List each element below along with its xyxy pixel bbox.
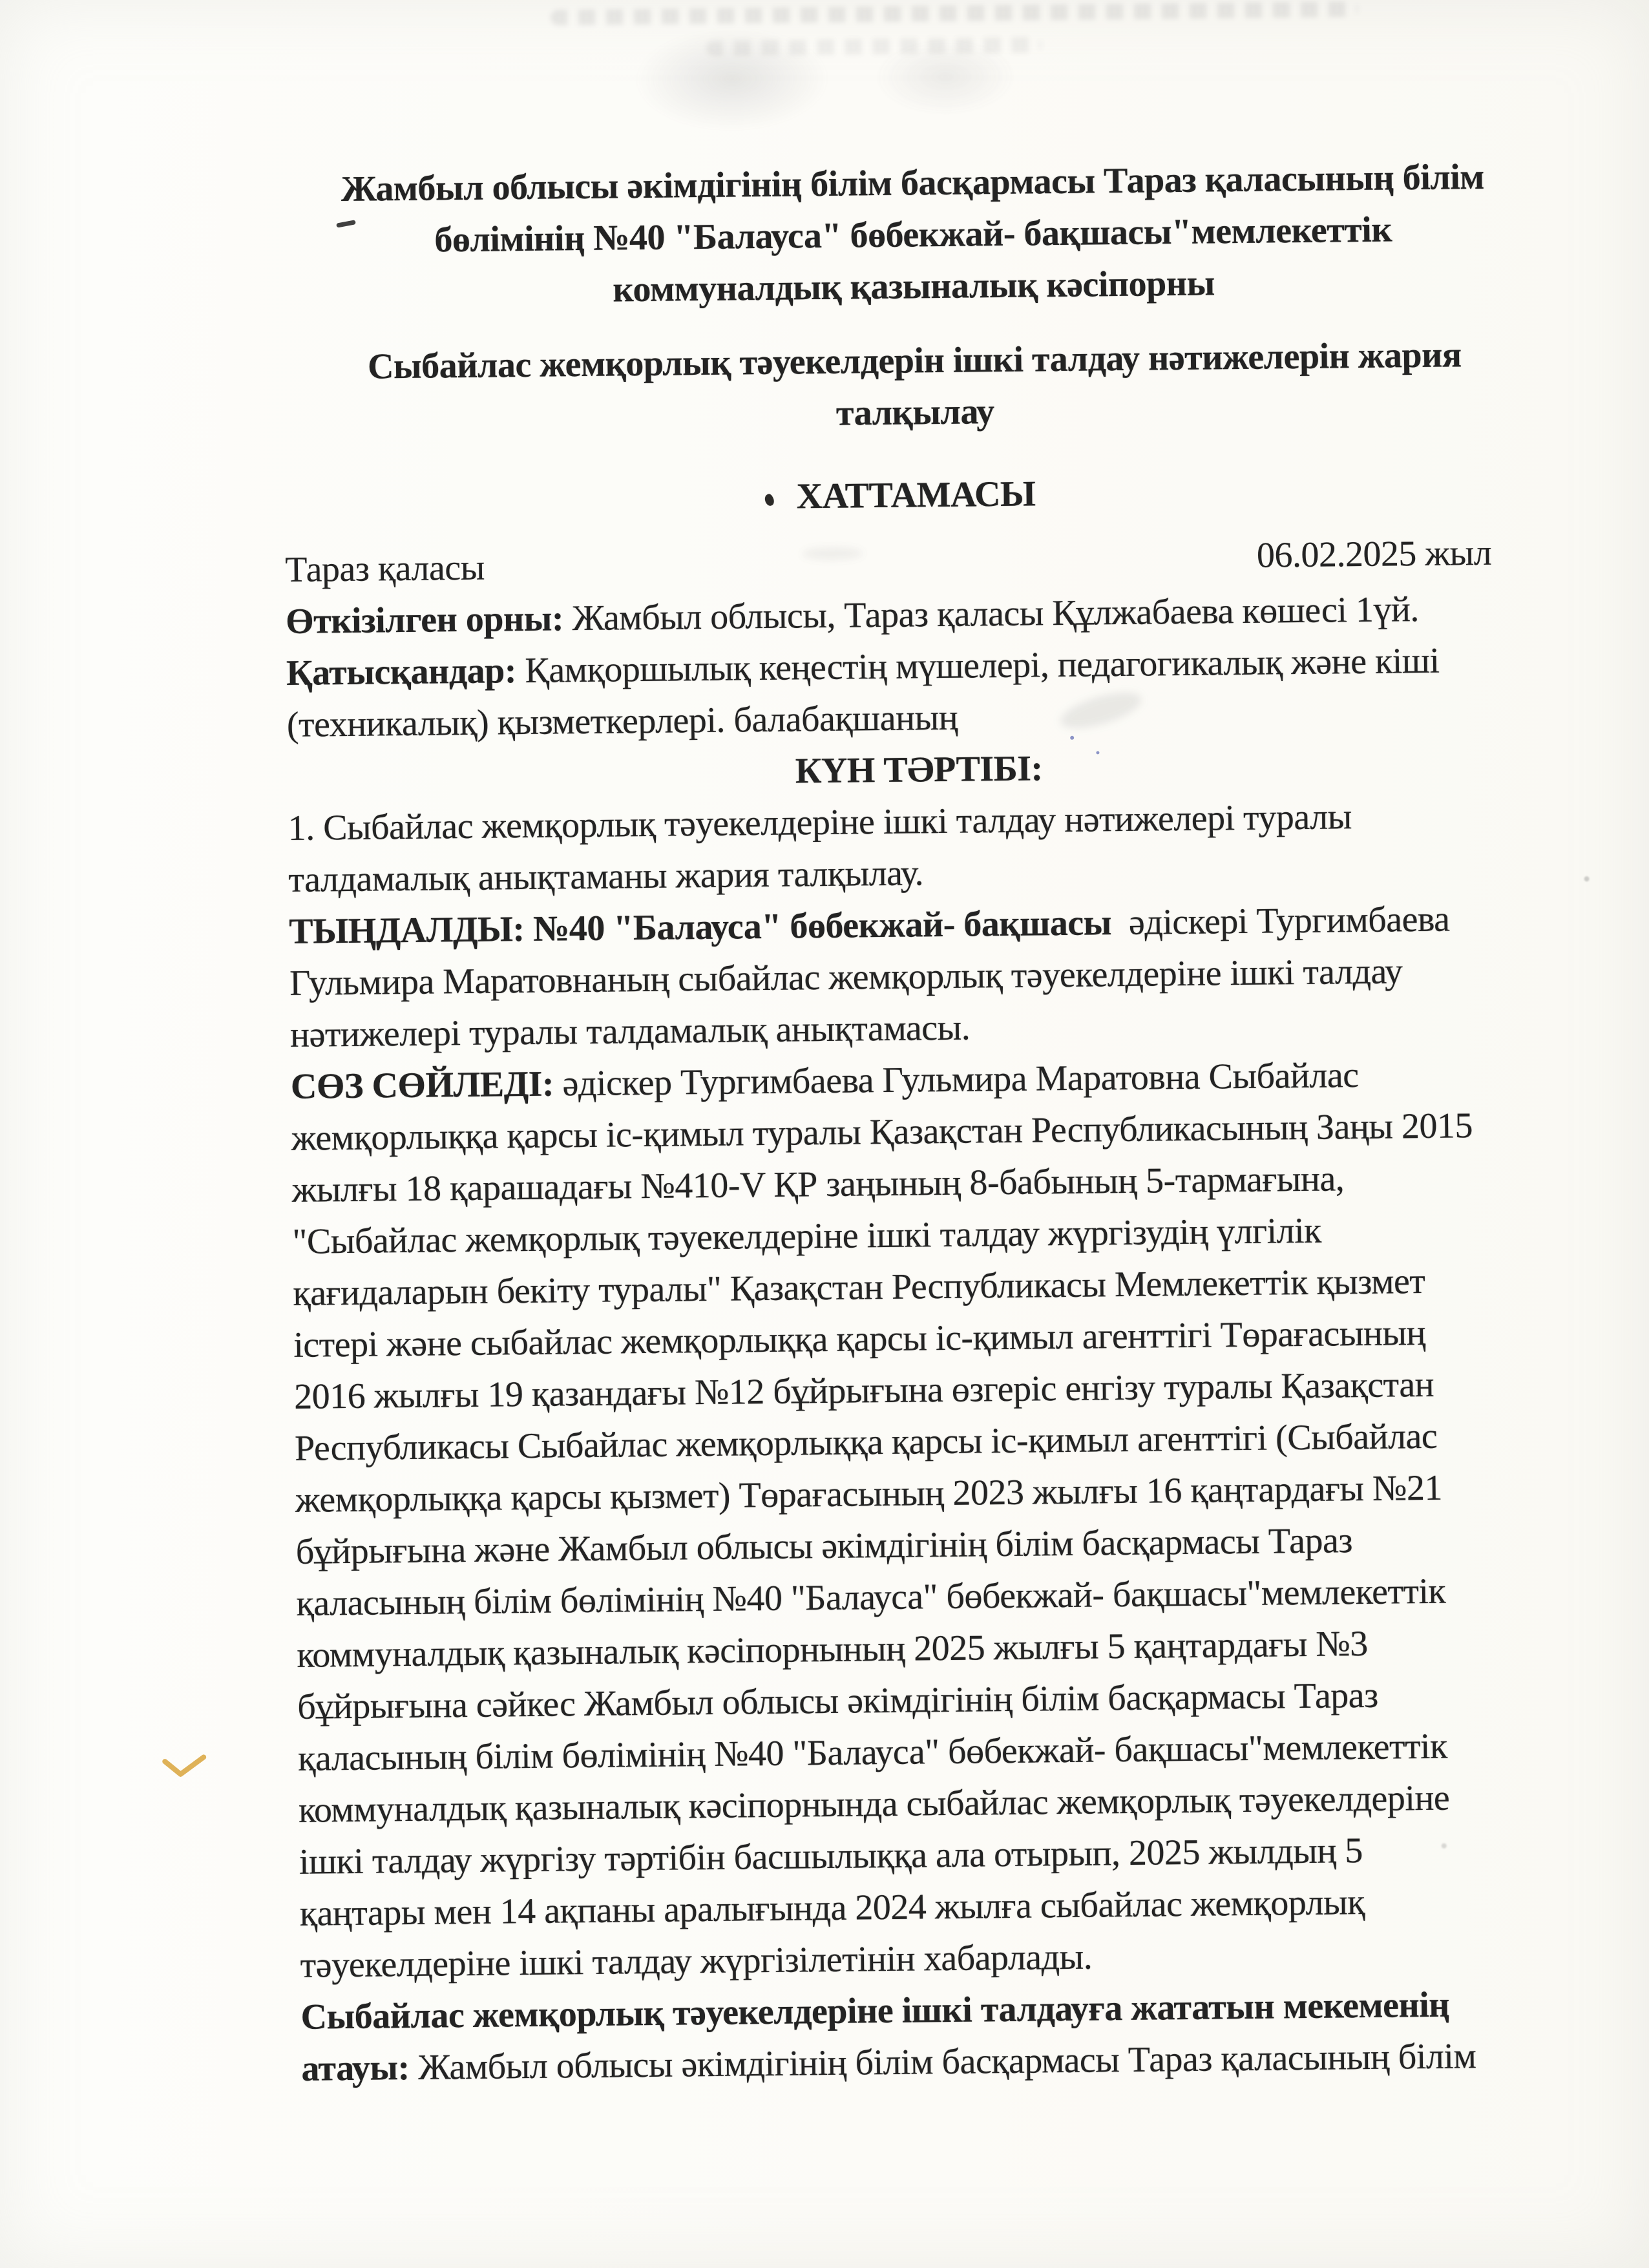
text-segment: Жамбыл облысы, Тараз қаласы Құлжабаева көшесі 1үй. (563, 589, 1420, 639)
bold-text-segment: Жамбыл облысы әкімдігінің білім басқармасы Тараз қаласының білім (341, 156, 1485, 209)
place-label: Тараз қаласы (284, 547, 485, 590)
bold-text-segment: Қатысқандар: (286, 651, 517, 693)
blue-ink-speck (1096, 751, 1099, 754)
document-title (281, 151, 1546, 319)
text-segment: Жамбыл облысы әкімдігінің білім басқармасы Тараз қаласының білім (409, 2036, 1476, 2088)
document-subtitle (282, 328, 1547, 445)
text-segment: нәтижелері туралы талдамалық анықтамасы. (289, 1007, 971, 1055)
text-segment: ішкі талдау жүргізу тәртібін басшылыққа ала отырып, 2025 жылдың 5 (299, 1831, 1363, 1882)
protocol-heading (284, 463, 1548, 528)
bold-text-segment: ТЫҢДАЛДЫ: №40 "Балауса" бөбекжай- бақшасы (289, 903, 1112, 952)
date-label: 06.02.2025 жыл (1256, 532, 1492, 576)
bold-text-segment: коммуналдық қазыналық кәсіпорны (613, 263, 1215, 310)
text-segment: коммуналдық қазыналық кәсіпорнының 2025 жылғы 5 қаңтардағы №3 (297, 1623, 1369, 1675)
text-segment: Республикасы Сыбайлас жемқорлыққа қарсы іс-қимыл агенттігі (Сыбайлас (294, 1416, 1438, 1469)
text-segment: бұйрығына және Жамбыл облысы әкімдігінің білім басқармасы Тараз (295, 1520, 1353, 1572)
text-segment: қаласының білім бөлімінің №40 "Балауса" бөбекжай- бақшасы"мемлекеттік (296, 1571, 1446, 1624)
bold-text-segment: Өткізілген орны: (285, 598, 564, 642)
text-segment: талдамалық анықтаманы жария талқылау. (288, 853, 924, 900)
text-segment: істері және сыбайлас жемқорлыққа қарсы іс-қимыл агенттігі Төрағасының (293, 1312, 1426, 1365)
bold-text-segment: Сыбайлас жемқорлық тәуекелдеріне ішкі талдауға жататын мекеменің (300, 1984, 1450, 2037)
text-segment: әдіскер Тургимбаева Гульмира Маратовна Сыбайлас (553, 1055, 1359, 1104)
text-segment: қағидаларын бекіту туралы" Қазақстан Республикасы Мемлекеттік қызмет (293, 1261, 1425, 1314)
bold-text-segment: Сыбайлас жемқорлық тәуекелдерін ішкі талдау нәтижелерін жария (367, 335, 1462, 387)
text-segment: (техникалық) қызметкерлері. балабақшаның (286, 697, 958, 745)
blue-ink-speck (1070, 736, 1074, 740)
protocol-heading-label: ХАТТАМАСЫ (796, 474, 1036, 517)
text-segment: жемқорлыққа қарсы іс-қимыл туралы Қазақстан Республикасының Заңы 2015 (291, 1106, 1473, 1159)
text-segment: 1. Сыбайлас жемқорлық тәуекелдеріне ішкі талдау нәтижелері туралы (288, 797, 1352, 848)
bold-text-segment: атауы: (301, 2048, 410, 2089)
gray-speck (1442, 1843, 1447, 1849)
bleed-through-line (706, 37, 1042, 56)
text-segment: қаласының білім бөлімінің №40 "Балауса" бөбекжай- бақшасы"мемлекеттік (297, 1726, 1448, 1779)
text-segment: қаңтары мен 14 ақпаны аралығында 2024 жылға сыбайлас жемқорлық (299, 1882, 1365, 1934)
protocol-heading-row (284, 463, 1548, 528)
pen-check-icon (161, 1753, 207, 1781)
text-segment: әдіскері Тургимбаева (1111, 899, 1450, 943)
text-segment: Гульмира Маратовнаның сыбайлас жемқорлық тәуекелдеріне ішкі талдау (289, 951, 1403, 1003)
bold-text-segment: талқылау (835, 392, 994, 434)
bold-text-segment: бөлімінің №40 "Балауса" бөбекжай- бақшасы"мемлекеттік (434, 209, 1392, 260)
bleed-through-smudge (635, 26, 830, 132)
document-body (286, 582, 1565, 2095)
text-segment: жылғы 18 қарашадағы №410-V ҚР заңының 8-бабының 5-тармағына, (291, 1159, 1345, 1210)
text-segment: тәуекелдеріне ішкі талдау жүргізілетінін хабарлады. (300, 1937, 1093, 1986)
text-segment: бұйрығына сәйкес Жамбыл облысы әкімдігінің білім басқармасы Тараз (297, 1675, 1379, 1727)
text-segment: коммуналдық қазыналық кәсіпорнында сыбайлас жемқорлық тәуекелдеріне (298, 1778, 1450, 1831)
bleed-through-artifact (471, 0, 1378, 121)
text-segment: 2016 жылғы 19 қазандағы №12 бұйрығына өзгеріс енгізу туралы Қазақстан (293, 1364, 1434, 1417)
bold-text-segment: КҮН ТӘРТІБІ: (795, 748, 1043, 792)
bold-text-segment: СӨЗ СӨЙЛЕДІ: (290, 1064, 554, 1107)
scanned-text-block (279, 0, 1565, 2095)
gray-speck (1584, 876, 1590, 881)
text-segment: Қамқоршылық кеңестің мүшелері, педагогикалық және кіші (516, 640, 1440, 691)
bleed-through-smudge (874, 37, 1016, 116)
text-segment: "Сыбайлас жемқорлық тәуекелдеріне ішкі талдау жүргізудің үлгілік (292, 1210, 1322, 1262)
bleed-through-line (551, 1, 1358, 26)
text-segment: жемқорлыққа қарсы қызмет) Төрағасының 2023 жылғы 16 қаңтардағы №21 (295, 1467, 1443, 1520)
